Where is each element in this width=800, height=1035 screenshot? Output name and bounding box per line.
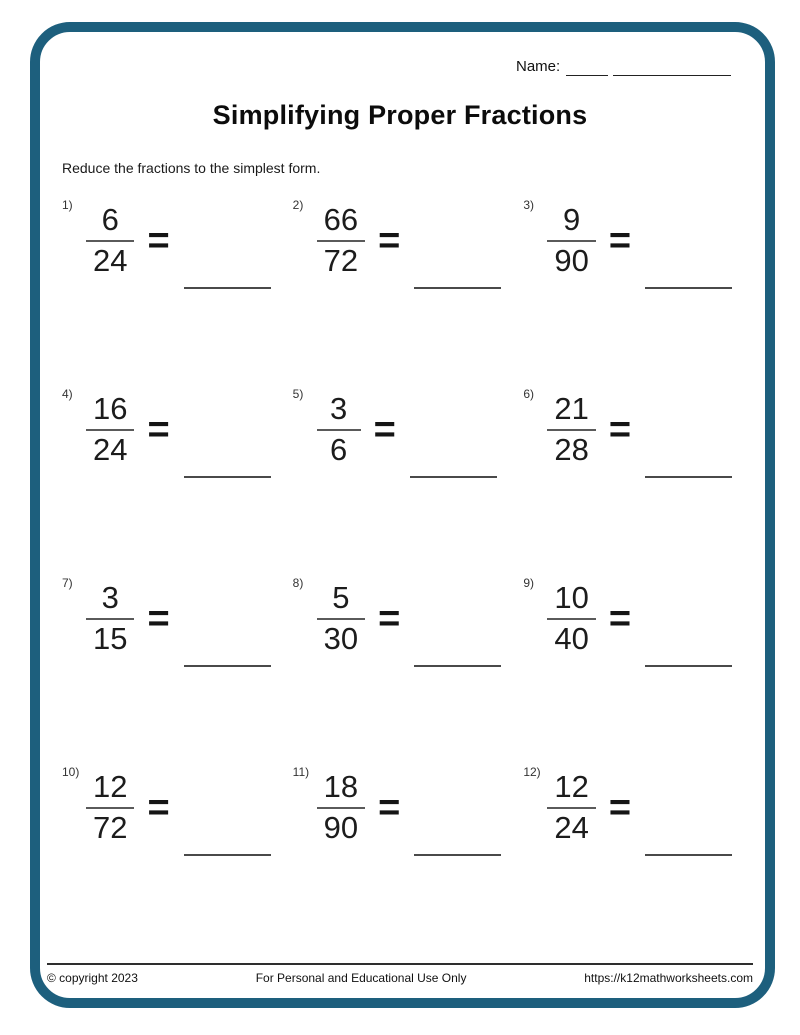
answer-blank [645, 657, 732, 667]
answer-blank [410, 468, 497, 478]
fraction [547, 203, 595, 278]
equals-sign: = [378, 219, 401, 262]
equals-sign: = [608, 219, 632, 262]
fraction-bar [547, 429, 595, 431]
problem-number: 7) [62, 576, 73, 590]
problem-8 [291, 576, 522, 682]
answer-blank [184, 657, 271, 667]
equals-sign: = [373, 408, 396, 451]
fraction-denominator: 40 [554, 620, 589, 656]
problem-7 [60, 576, 291, 682]
footer-usage: For Personal and Educational Use Only [255, 971, 467, 985]
equals-sign: = [378, 597, 401, 640]
name-blank-line [566, 60, 608, 76]
answer-blank [184, 846, 271, 856]
equals-sign: = [147, 408, 170, 451]
answer-blank [414, 279, 501, 289]
fraction-numerator: 12 [93, 769, 128, 804]
fraction-bar [547, 240, 595, 242]
problem-body [86, 581, 271, 656]
equals-sign: = [147, 786, 170, 829]
fraction-bar [86, 429, 134, 431]
equals-sign: = [147, 597, 170, 640]
problem-number: 5) [292, 387, 304, 401]
fraction-denominator: 72 [93, 809, 128, 845]
problem-4 [60, 387, 291, 493]
problem-number: 12) [523, 765, 541, 779]
fraction [547, 770, 595, 845]
problem-body [317, 581, 502, 656]
problem-body [547, 392, 732, 467]
answer-blank [645, 468, 732, 478]
equals-sign: = [608, 408, 632, 451]
name-label: Name: [516, 58, 561, 75]
fraction-numerator: 21 [554, 391, 589, 426]
fraction-denominator: 15 [93, 620, 128, 656]
fraction [86, 581, 134, 656]
answer-blank [414, 657, 501, 667]
problem-number: 4) [62, 387, 73, 401]
fraction-bar [547, 807, 595, 809]
problem-9 [521, 576, 752, 682]
fraction-bar [317, 240, 365, 242]
fraction [317, 581, 365, 656]
problem-12 [521, 765, 752, 871]
problems-grid [60, 198, 752, 871]
problem-10 [60, 765, 291, 871]
footer-copyright: © copyright 2023 [47, 971, 138, 985]
answer-blank [184, 279, 271, 289]
fraction-bar [317, 807, 365, 809]
problem-5 [291, 387, 522, 493]
problem-6 [521, 387, 752, 493]
fraction-numerator: 12 [554, 769, 589, 804]
answer-blank [184, 468, 271, 478]
fraction-bar [317, 429, 361, 431]
problem-11 [291, 765, 522, 871]
fraction [317, 392, 361, 467]
fraction-numerator: 9 [562, 202, 581, 237]
fraction-denominator: 90 [554, 242, 589, 278]
problem-body [86, 770, 271, 845]
problem-number: 9) [523, 576, 534, 590]
footer-url: https://k12mathworksheets.com [584, 971, 753, 985]
equals-sign: = [608, 786, 632, 829]
equals-sign: = [608, 597, 632, 640]
problem-number: 3) [523, 198, 534, 212]
problem-body [86, 392, 271, 467]
problem-body [547, 770, 732, 845]
fraction-numerator: 5 [332, 580, 350, 615]
problem-number: 1) [62, 198, 73, 212]
fraction-denominator: 72 [323, 242, 359, 278]
fraction-numerator: 16 [93, 391, 128, 426]
equals-sign: = [378, 786, 401, 829]
fraction-bar [86, 807, 134, 809]
fraction [547, 581, 595, 656]
problem-number: 8) [292, 576, 304, 590]
fraction [86, 392, 134, 467]
fraction-bar [547, 618, 595, 620]
footer [47, 971, 753, 985]
fraction [317, 203, 365, 278]
fraction-bar [86, 240, 134, 242]
fraction-bar [86, 618, 134, 620]
fraction [317, 770, 365, 845]
fraction-numerator: 18 [323, 769, 359, 804]
fraction-denominator: 90 [323, 809, 359, 845]
problem-number: 6) [523, 387, 534, 401]
problem-body [547, 203, 732, 278]
problem-number: 2) [292, 198, 304, 212]
problem-2 [291, 198, 522, 304]
problem-body [317, 770, 502, 845]
fraction [86, 770, 134, 845]
footer-divider [47, 963, 753, 965]
problem-body [317, 203, 502, 278]
name-row [516, 58, 731, 76]
problem-1 [60, 198, 291, 304]
fraction-denominator: 30 [323, 620, 359, 656]
problem-body [547, 581, 732, 656]
answer-blank [645, 279, 732, 289]
problem-number: 11) [292, 765, 310, 779]
fraction-denominator: 6 [330, 431, 348, 467]
problem-number: 10) [62, 765, 80, 779]
fraction-denominator: 24 [93, 242, 128, 278]
answer-blank [645, 846, 732, 856]
fraction-denominator: 24 [93, 431, 128, 467]
fraction-numerator: 10 [554, 580, 589, 615]
fraction [547, 392, 595, 467]
fraction-denominator: 24 [554, 809, 589, 845]
fraction-bar [317, 618, 365, 620]
fraction-numerator: 3 [330, 391, 348, 426]
instruction-text: Reduce the fractions to the simplest form. [62, 160, 321, 176]
problem-3 [521, 198, 752, 304]
name-blank-line [613, 60, 731, 76]
problem-body [317, 392, 497, 467]
fraction-numerator: 3 [101, 580, 119, 615]
problem-body [86, 203, 271, 278]
page-title: Simplifying Proper Fractions [212, 100, 588, 130]
fraction-numerator: 6 [101, 202, 119, 237]
answer-blank [414, 846, 501, 856]
fraction-numerator: 66 [323, 202, 359, 237]
fraction-denominator: 28 [554, 431, 589, 467]
equals-sign: = [147, 219, 170, 262]
fraction [86, 203, 134, 278]
